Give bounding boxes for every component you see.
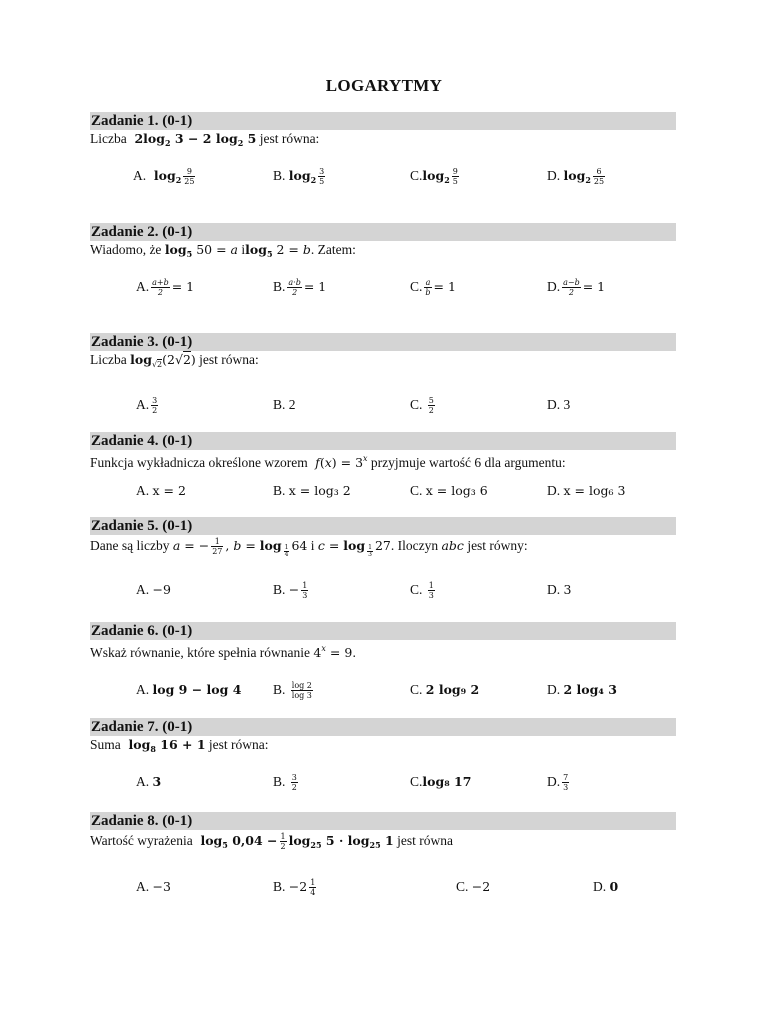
- option-letter: D.: [547, 279, 561, 294]
- task-header: Zadanie 5. (0-1): [90, 517, 676, 535]
- option-letter: B.: [273, 168, 286, 183]
- option-value: 0: [609, 879, 619, 894]
- option-d[interactable]: [547, 390, 570, 420]
- math-expression: $2\log_2$ 3 − 2 $\log_2 5$: [130, 131, 257, 148]
- option-value: −2: [288, 879, 308, 894]
- answer-options: [90, 872, 676, 902]
- answer-options: [90, 390, 676, 420]
- fraction-denominator: 2: [292, 288, 298, 298]
- fraction-numerator: 1: [302, 581, 308, 591]
- option-b[interactable]: B. − $\frac{1}{3}$: [273, 581, 308, 601]
- option-letter: A.: [136, 582, 150, 597]
- task-header: Zadanie 3. (0-1): [90, 333, 676, 351]
- fraction-numerator: 1: [428, 581, 434, 591]
- option-letter: C.: [410, 582, 423, 597]
- question-text: . Iloczyn: [390, 538, 439, 553]
- option-a[interactable]: [136, 872, 171, 902]
- task-question: [90, 736, 676, 755]
- option-letter: C.: [410, 279, 423, 294]
- question-text: Dane są liczby: [90, 538, 170, 553]
- question-text: Suma: [90, 737, 121, 752]
- option-d[interactable]: [547, 575, 571, 605]
- answer-options: [90, 675, 676, 705]
- option-a[interactable]: [136, 675, 241, 705]
- math-expression: $\log_5 50 = a$: [164, 242, 238, 259]
- question-text: Funkcja wykładnicza określone wzorem: [90, 455, 308, 470]
- fraction-numerator: 3: [319, 167, 325, 177]
- option-c[interactable]: C. $\frac{a}{b}$ = 1: [410, 278, 456, 298]
- fraction-numerator: 9: [452, 167, 458, 177]
- option-letter: B.: [273, 582, 286, 597]
- option-value: −3: [152, 879, 171, 894]
- option-a[interactable]: [136, 390, 160, 420]
- option-value: x = log₆ 3: [563, 483, 626, 498]
- fraction-numerator: 3: [291, 773, 297, 783]
- option-letter: C.: [410, 483, 423, 498]
- math-expression: $\log_5 0,04$ − $\frac{1}{2}$ $\log_{25} 5 \cdot \log_{25} 1$: [196, 832, 394, 851]
- option-c[interactable]: [410, 575, 437, 605]
- question-text: Liczba: [90, 131, 127, 146]
- option-value: 3: [152, 774, 162, 789]
- task-header: Zadanie 1. (0-1): [90, 112, 676, 130]
- option-letter: C.: [410, 682, 423, 697]
- option-letter: B.: [273, 279, 286, 294]
- fraction-denominator: 2: [157, 288, 163, 298]
- math-expression: 4$^x$ = 9.: [313, 644, 357, 660]
- option-letter: A.: [136, 879, 150, 894]
- fraction-denominator: 2: [568, 288, 574, 298]
- question-text: jest równa:: [208, 737, 269, 752]
- fraction-denominator: b: [425, 288, 431, 298]
- fraction-numerator: 7: [563, 773, 569, 783]
- fraction-denominator: 4: [310, 888, 316, 898]
- option-letter: C.: [410, 397, 423, 412]
- option-c[interactable]: [456, 872, 490, 902]
- fraction-numerator: a−b: [563, 278, 580, 288]
- option-d[interactable]: [547, 476, 625, 506]
- task-3: [90, 333, 676, 420]
- fraction-denominator: 2: [291, 783, 297, 793]
- task-2: [90, 223, 676, 302]
- fraction-numerator: 6: [593, 167, 605, 177]
- question-text: Wskaż równanie, które spełnia równanie: [90, 645, 311, 660]
- option-value: x = 2: [152, 483, 186, 498]
- task-1: [90, 112, 676, 191]
- answer-options: [90, 575, 676, 605]
- question-text: jest równa: [397, 833, 453, 848]
- option-value: log 9 − log 4: [152, 682, 242, 697]
- fraction-denominator: 25: [593, 177, 605, 187]
- math-expression: a = − $\frac{1}{27}$ , b = log $_{\frac{1}{4}}$ 64: [172, 537, 308, 558]
- option-value: 2 log₄ 3: [563, 682, 617, 697]
- page-title: LOGARYTMY: [325, 76, 443, 95]
- fraction-denominator: 5: [319, 177, 325, 187]
- fraction-numerator: 5: [428, 396, 434, 406]
- option-b[interactable]: [273, 675, 315, 705]
- fraction-denominator: 3: [302, 591, 308, 601]
- task-question: [90, 241, 676, 260]
- math-expression: $\log_8 16 + 1$: [124, 737, 206, 754]
- math-expression: $\log_5 2 = b$: [245, 242, 311, 259]
- option-letter: A.: [136, 397, 150, 412]
- fraction-denominator: 2: [428, 406, 434, 416]
- question-text: Liczba: [90, 352, 127, 367]
- option-letter: A.: [136, 682, 150, 697]
- option-letter: D.: [547, 397, 561, 412]
- option-letter: C.: [410, 774, 423, 789]
- option-letter: A.: [136, 279, 150, 294]
- option-value: x = log₃ 2: [288, 483, 351, 498]
- answer-options: [90, 272, 676, 302]
- option-a[interactable]: [136, 575, 171, 605]
- task-header: Zadanie 8. (0-1): [90, 812, 676, 830]
- option-letter: D.: [547, 582, 561, 597]
- answer-options: [90, 476, 676, 506]
- option-c[interactable]: [410, 476, 488, 506]
- task-header: Zadanie 4. (0-1): [90, 432, 676, 450]
- question-text: jest równy:: [467, 538, 528, 553]
- fraction-numerator: a+b: [152, 278, 169, 288]
- option-letter: D.: [547, 682, 561, 697]
- option-value: 3: [563, 397, 571, 412]
- option-c[interactable]: $C.\log_2$ $\frac{9}{5}$: [410, 167, 458, 187]
- option-a[interactable]: [136, 476, 186, 506]
- option-a[interactable]: [136, 767, 161, 797]
- task-question: [90, 535, 676, 559]
- option-letter: B.: [273, 397, 286, 412]
- task-header: Zadanie 6. (0-1): [90, 622, 676, 640]
- task-header: Zadanie 7. (0-1): [90, 718, 676, 736]
- task-question: [90, 640, 676, 659]
- option-a[interactable]: A. $\frac{a+b}{2}$ = 1: [136, 278, 195, 298]
- answer-options: [90, 767, 676, 797]
- option-b[interactable]: [273, 872, 318, 902]
- option-letter: A.: [136, 483, 150, 498]
- fraction-denominator: 25: [184, 177, 195, 187]
- option-letter: C.: [410, 168, 423, 183]
- option-d[interactable]: [547, 767, 571, 797]
- question-text: jest równa:: [259, 131, 320, 146]
- option-d[interactable]: D. $\log_2$ $\frac{6}{25}$: [547, 167, 605, 187]
- math-expression: $f(x) = 3^x$: [315, 454, 368, 470]
- option-b[interactable]: [273, 390, 296, 420]
- option-c[interactable]: [410, 675, 479, 705]
- option-letter: D.: [547, 483, 561, 498]
- fraction-denominator: 3: [563, 783, 569, 793]
- option-letter: D.: [593, 879, 607, 894]
- option-letter: C.: [456, 879, 469, 894]
- answer-options: [90, 161, 676, 191]
- task-question: [90, 351, 676, 370]
- option-letter: A.: [136, 774, 150, 789]
- task-8: [90, 812, 676, 902]
- task-5: [90, 517, 676, 605]
- option-b[interactable]: B. $\frac{a\cdot b}{2}$ = 1: [273, 278, 327, 298]
- option-value: 3: [563, 582, 572, 597]
- fraction-numerator: a: [425, 278, 431, 288]
- fraction-denominator: 3: [428, 591, 434, 601]
- option-d[interactable]: D. $\frac{a-b}{2}$ = 1: [547, 278, 606, 298]
- fraction-numerator: 9: [183, 167, 195, 177]
- task-question: [90, 130, 676, 149]
- option-letter: D.: [547, 168, 561, 183]
- fraction-numerator: 3: [152, 396, 158, 406]
- task-4: [90, 432, 676, 506]
- option-a[interactable]: A. $\log_2$ $\frac{9}{25}$: [133, 167, 195, 187]
- task-6: [90, 622, 676, 705]
- option-letter: A.: [133, 168, 147, 183]
- fraction-numerator: 1: [310, 878, 316, 888]
- option-value: −9: [152, 582, 171, 597]
- option-b[interactable]: [273, 767, 300, 797]
- task-7: [90, 718, 676, 797]
- question-text: i: [241, 242, 246, 257]
- option-b[interactable]: [273, 476, 351, 506]
- option-b[interactable]: B. $\log_2$ $\frac{3}{5}$: [273, 167, 325, 187]
- fraction-denominator: 2: [152, 406, 158, 416]
- fraction-numerator: log 2: [291, 681, 312, 691]
- option-d[interactable]: [547, 675, 617, 705]
- option-c[interactable]: [410, 767, 471, 797]
- question-text: i: [310, 538, 315, 553]
- option-value: log₈ 17: [422, 774, 472, 789]
- math-expression: c = log $_{\frac{1}{3}}$ 27: [317, 538, 391, 558]
- option-value: x = log₃ 6: [425, 483, 488, 498]
- question-text: . Zatem:: [310, 242, 356, 257]
- option-letter: B.: [273, 682, 286, 697]
- option-letter: B.: [273, 483, 286, 498]
- option-value: 2 log₉ 2: [425, 682, 480, 697]
- task-question: [90, 830, 676, 852]
- task-question: [90, 450, 676, 469]
- fraction-denominator: 5: [452, 177, 458, 187]
- option-c[interactable]: [410, 390, 437, 420]
- option-value: −2: [471, 879, 491, 894]
- fraction-numerator: a·b: [288, 278, 301, 288]
- question-text: Wartość wyrażenia: [90, 833, 193, 848]
- option-letter: B.: [273, 774, 286, 789]
- option-value: 2: [288, 397, 296, 412]
- task-header: Zadanie 2. (0-1): [90, 223, 676, 241]
- math-expression: $\log_{√2}(2√2)$: [130, 352, 196, 369]
- fraction-denominator: log 3: [291, 691, 312, 701]
- question-text: przyjmuje wartość 6 dla argumentu:: [370, 455, 566, 470]
- question-text: jest równa:: [199, 352, 259, 367]
- option-d[interactable]: [593, 872, 618, 902]
- option-letter: B.: [273, 879, 286, 894]
- option-letter: D.: [547, 774, 561, 789]
- question-text: Wiadomo, że: [90, 242, 162, 257]
- math-expression: abc: [441, 538, 464, 553]
